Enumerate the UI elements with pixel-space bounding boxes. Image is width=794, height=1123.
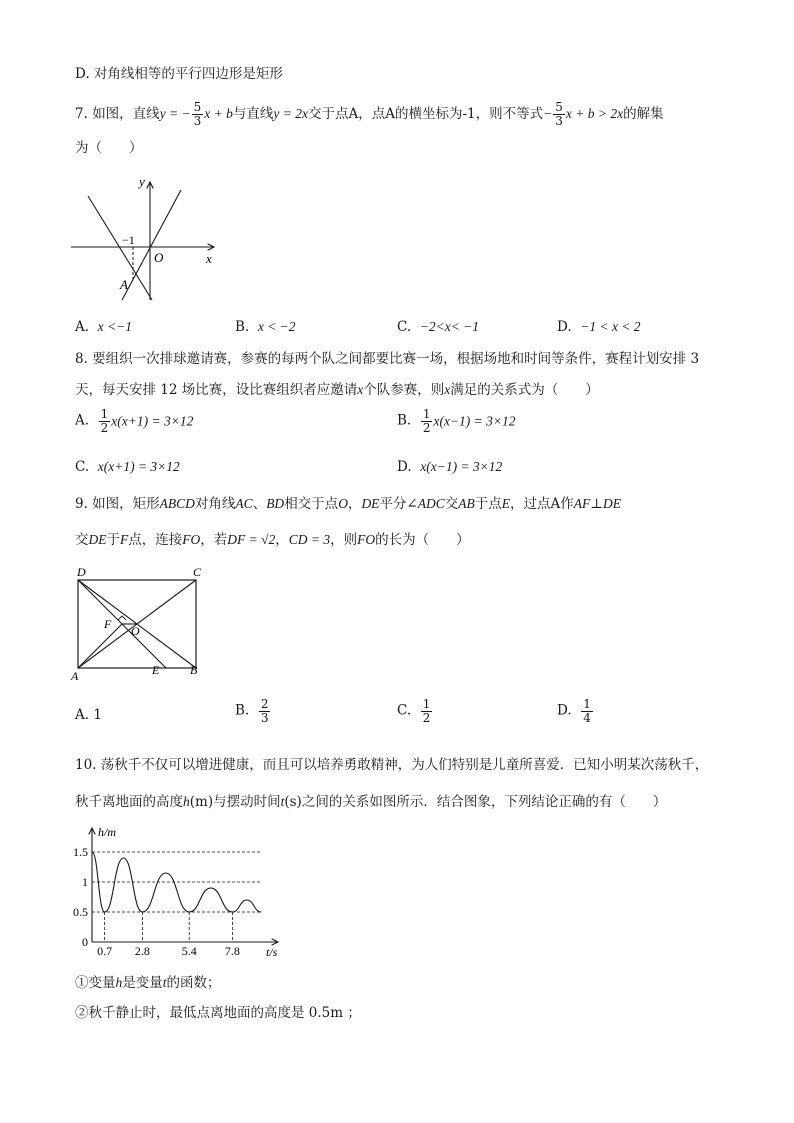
q8-option-a[interactable]: A. $\frac{1}{2}$ x(x+1) = 3×12 — [75, 407, 194, 435]
q7-label-y: y — [139, 174, 145, 189]
q9-option-c[interactable]: C. $\frac{1}{2}$ — [397, 697, 431, 725]
q7-label-minus1: −1 — [122, 233, 135, 247]
q10-x-tick-3: 7.8 — [224, 944, 240, 958]
q10-x-tick-2: 5.4 — [181, 944, 197, 958]
q10-y-tick-3: 0 — [82, 935, 88, 949]
q10-x-tick-0: 0.7 — [97, 944, 113, 958]
q9-label-b: B — [190, 663, 198, 677]
q9-text-line2: 交DE于F点，连接FO，若DF = √2，CD = 3，则FO的长为（ ） — [75, 532, 470, 548]
q8-text-line2: 天，每天安排 12 场比赛，设比赛组织者应邀请x个队参赛，则x满足的关系式为（ ） — [75, 382, 599, 398]
q10-y-tick-2: 0.5 — [73, 905, 88, 919]
q8-option-d[interactable]: D. x(x−1) = 3×12 — [397, 459, 503, 475]
q10-text-line1: 10. 荡秋千不仅可以增进健康，而且可以培养勇敢精神，为人们特别是儿童所喜爱．已知小明某次荡秋千， — [75, 757, 709, 773]
q9-label-a: A — [71, 669, 79, 682]
q7-figure — [66, 170, 226, 306]
q9-figure — [66, 562, 216, 682]
q7-option-c[interactable]: C. −2<x< −1 — [397, 319, 480, 335]
q9-label-c: C — [193, 565, 202, 579]
q9-label-e: E — [152, 663, 160, 677]
q10-text-line2: 秋千离地面的高度h(m)与摆动时间t(s)之间的关系如图所示．结合图象，下列结论正确的有（ ） — [75, 794, 667, 810]
q10-y-tick-0: 1.5 — [73, 845, 88, 859]
q10-x-tick-1: 2.8 — [134, 944, 150, 958]
q7-option-b[interactable]: B. x < −2 — [235, 319, 296, 335]
q7-label-a: A — [120, 277, 128, 292]
q9-right-angle-mark — [118, 616, 126, 620]
q7-text-line2: 为（ ） — [75, 140, 143, 156]
q8-text-line1: 8. 要组织一次排球邀请赛，参赛的每两个队之间都要比赛一场，根据场地和时间等条件，赛程计划安排 3 — [75, 351, 700, 367]
q9-label-o: O — [131, 624, 140, 638]
q7-label-x: x — [206, 251, 212, 266]
q10-y-label: h/m — [98, 825, 116, 839]
q9-option-b[interactable]: B. $\frac{2}{3}$ — [235, 697, 269, 725]
q10-conclusion-1: ①变量h是变量t的函数； — [75, 975, 221, 991]
q7-option-a[interactable]: A. x <−1 — [75, 319, 132, 335]
previous-option-d: D. 对角线相等的平行四边形是矩形 — [75, 66, 283, 82]
q10-chart — [66, 822, 296, 962]
q10-conclusion-2: ②秋千静止时，最低点离地面的高度是 0.5m ； — [75, 1005, 361, 1021]
q8-option-c[interactable]: C. x(x+1) = 3×12 — [75, 459, 180, 475]
q10-y-tick-1: 1 — [82, 875, 88, 889]
q8-option-b[interactable]: B. $\frac{1}{2}$ x(x−1) = 3×12 — [397, 407, 516, 435]
q10-x-label: t/s — [266, 945, 278, 959]
q7-label-o: O — [154, 250, 164, 265]
q9-option-a[interactable]: A. 1 — [75, 707, 102, 723]
q7-text: 7. 如图，直线y = − $\frac{5}{3}$ x + b与直线y = 2x交于点A，点A的横坐标为-1，则不等式− $\frac{5}{3}$ x + b > 2x的解集 — [75, 100, 664, 128]
q7-option-d[interactable]: D. −1 < x < 2 — [557, 319, 641, 335]
q9-label-d: D — [77, 565, 86, 579]
q9-label-f: F — [104, 617, 112, 631]
q9-text-line1: 9. 如图，矩形ABCD对角线AC、BD相交于点O，DE平分∠ADC交AB于点E，过点A作AF⊥DE — [75, 496, 621, 512]
q9-option-d[interactable]: D. $\frac{1}{4}$ — [557, 697, 591, 725]
q9-line-af — [78, 624, 122, 668]
